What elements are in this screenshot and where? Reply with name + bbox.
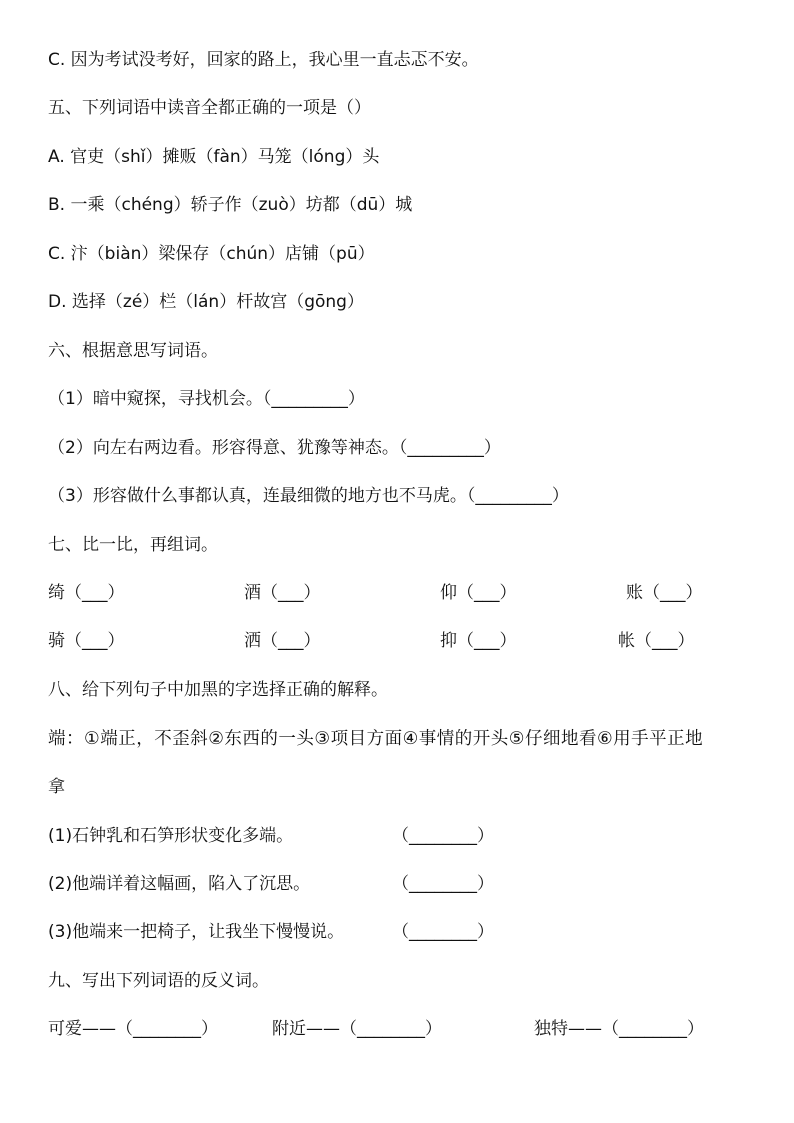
question-5-option-c: C. 汴（biàn）梁保存（chún）店铺（pū） <box>48 244 375 264</box>
question-9-item: 附近——（________） <box>272 1019 442 1039</box>
question-5-option-a: A. 官吏（shǐ）摊贩（fàn）马笼（lóng）头 <box>48 147 380 167</box>
question-7-cell: 酒（___） <box>244 583 321 603</box>
question-8-definitions-continued: 拿 <box>48 777 65 797</box>
question-7-cell: 绮（___） <box>48 583 125 603</box>
question-8-sentence-1: (1)石钟乳和石笋形状变化多端。 <box>48 826 294 846</box>
question-5-option-b: B. 一乘（chéng）轿子作（zuò）坊都（dū）城 <box>48 195 413 215</box>
question-8-sentence-3: (3)他端来一把椅子，让我坐下慢慢说。 <box>48 922 345 942</box>
question-6-item-2: （2）向左右两边看。形容得意、犹豫等神态。（_________） <box>48 438 501 458</box>
question-7-title: 七、比一比，再组词。 <box>48 535 218 555</box>
question-8-title: 八、给下列句子中加黑的字选择正确的解释。 <box>48 680 388 700</box>
question-5-option-d: D. 选择（zé）栏（lán）杆故宫（gōng） <box>48 292 364 312</box>
question-5-title: 五、下列词语中读音全都正确的一项是（） <box>48 98 371 118</box>
question-7-cell: 账（___） <box>626 583 703 603</box>
question-8-answer-blank-2[interactable]: （________） <box>392 874 494 894</box>
question-8-answer-blank-3[interactable]: （________） <box>392 922 494 942</box>
question-7-cell: 仰（___） <box>440 583 517 603</box>
question-8-definitions: 端：①端正，不歪斜②东西的一头③项目方面④事情的开头⑤仔细地看⑥用手平正地 <box>48 729 704 749</box>
question-8-sentence-2: (2)他端详着这幅画，陷入了沉思。 <box>48 874 311 894</box>
question-7-cell: 帐（___） <box>618 631 695 651</box>
question-6-title: 六、根据意思写词语。 <box>48 341 218 361</box>
question-6-item-3: （3）形容做什么事都认真，连最细微的地方也不马虎。（_________） <box>48 486 569 506</box>
question-7-cell: 抑（___） <box>440 631 517 651</box>
question-9-item: 可爱——（________） <box>48 1019 218 1039</box>
question-9-title: 九、写出下列词语的反义词。 <box>48 971 269 991</box>
question-7-cell: 骑（___） <box>48 631 125 651</box>
option-c-previous-question: C. 因为考试没考好，回家的路上，我心里一直忐忑不安。 <box>48 50 479 70</box>
question-6-item-1: （1）暗中窥探，寻找机会。（_________） <box>48 389 365 409</box>
question-7-cell: 洒（___） <box>244 631 321 651</box>
question-8-answer-blank-1[interactable]: （________） <box>392 826 494 846</box>
question-9-item: 独特——（________） <box>534 1019 704 1039</box>
